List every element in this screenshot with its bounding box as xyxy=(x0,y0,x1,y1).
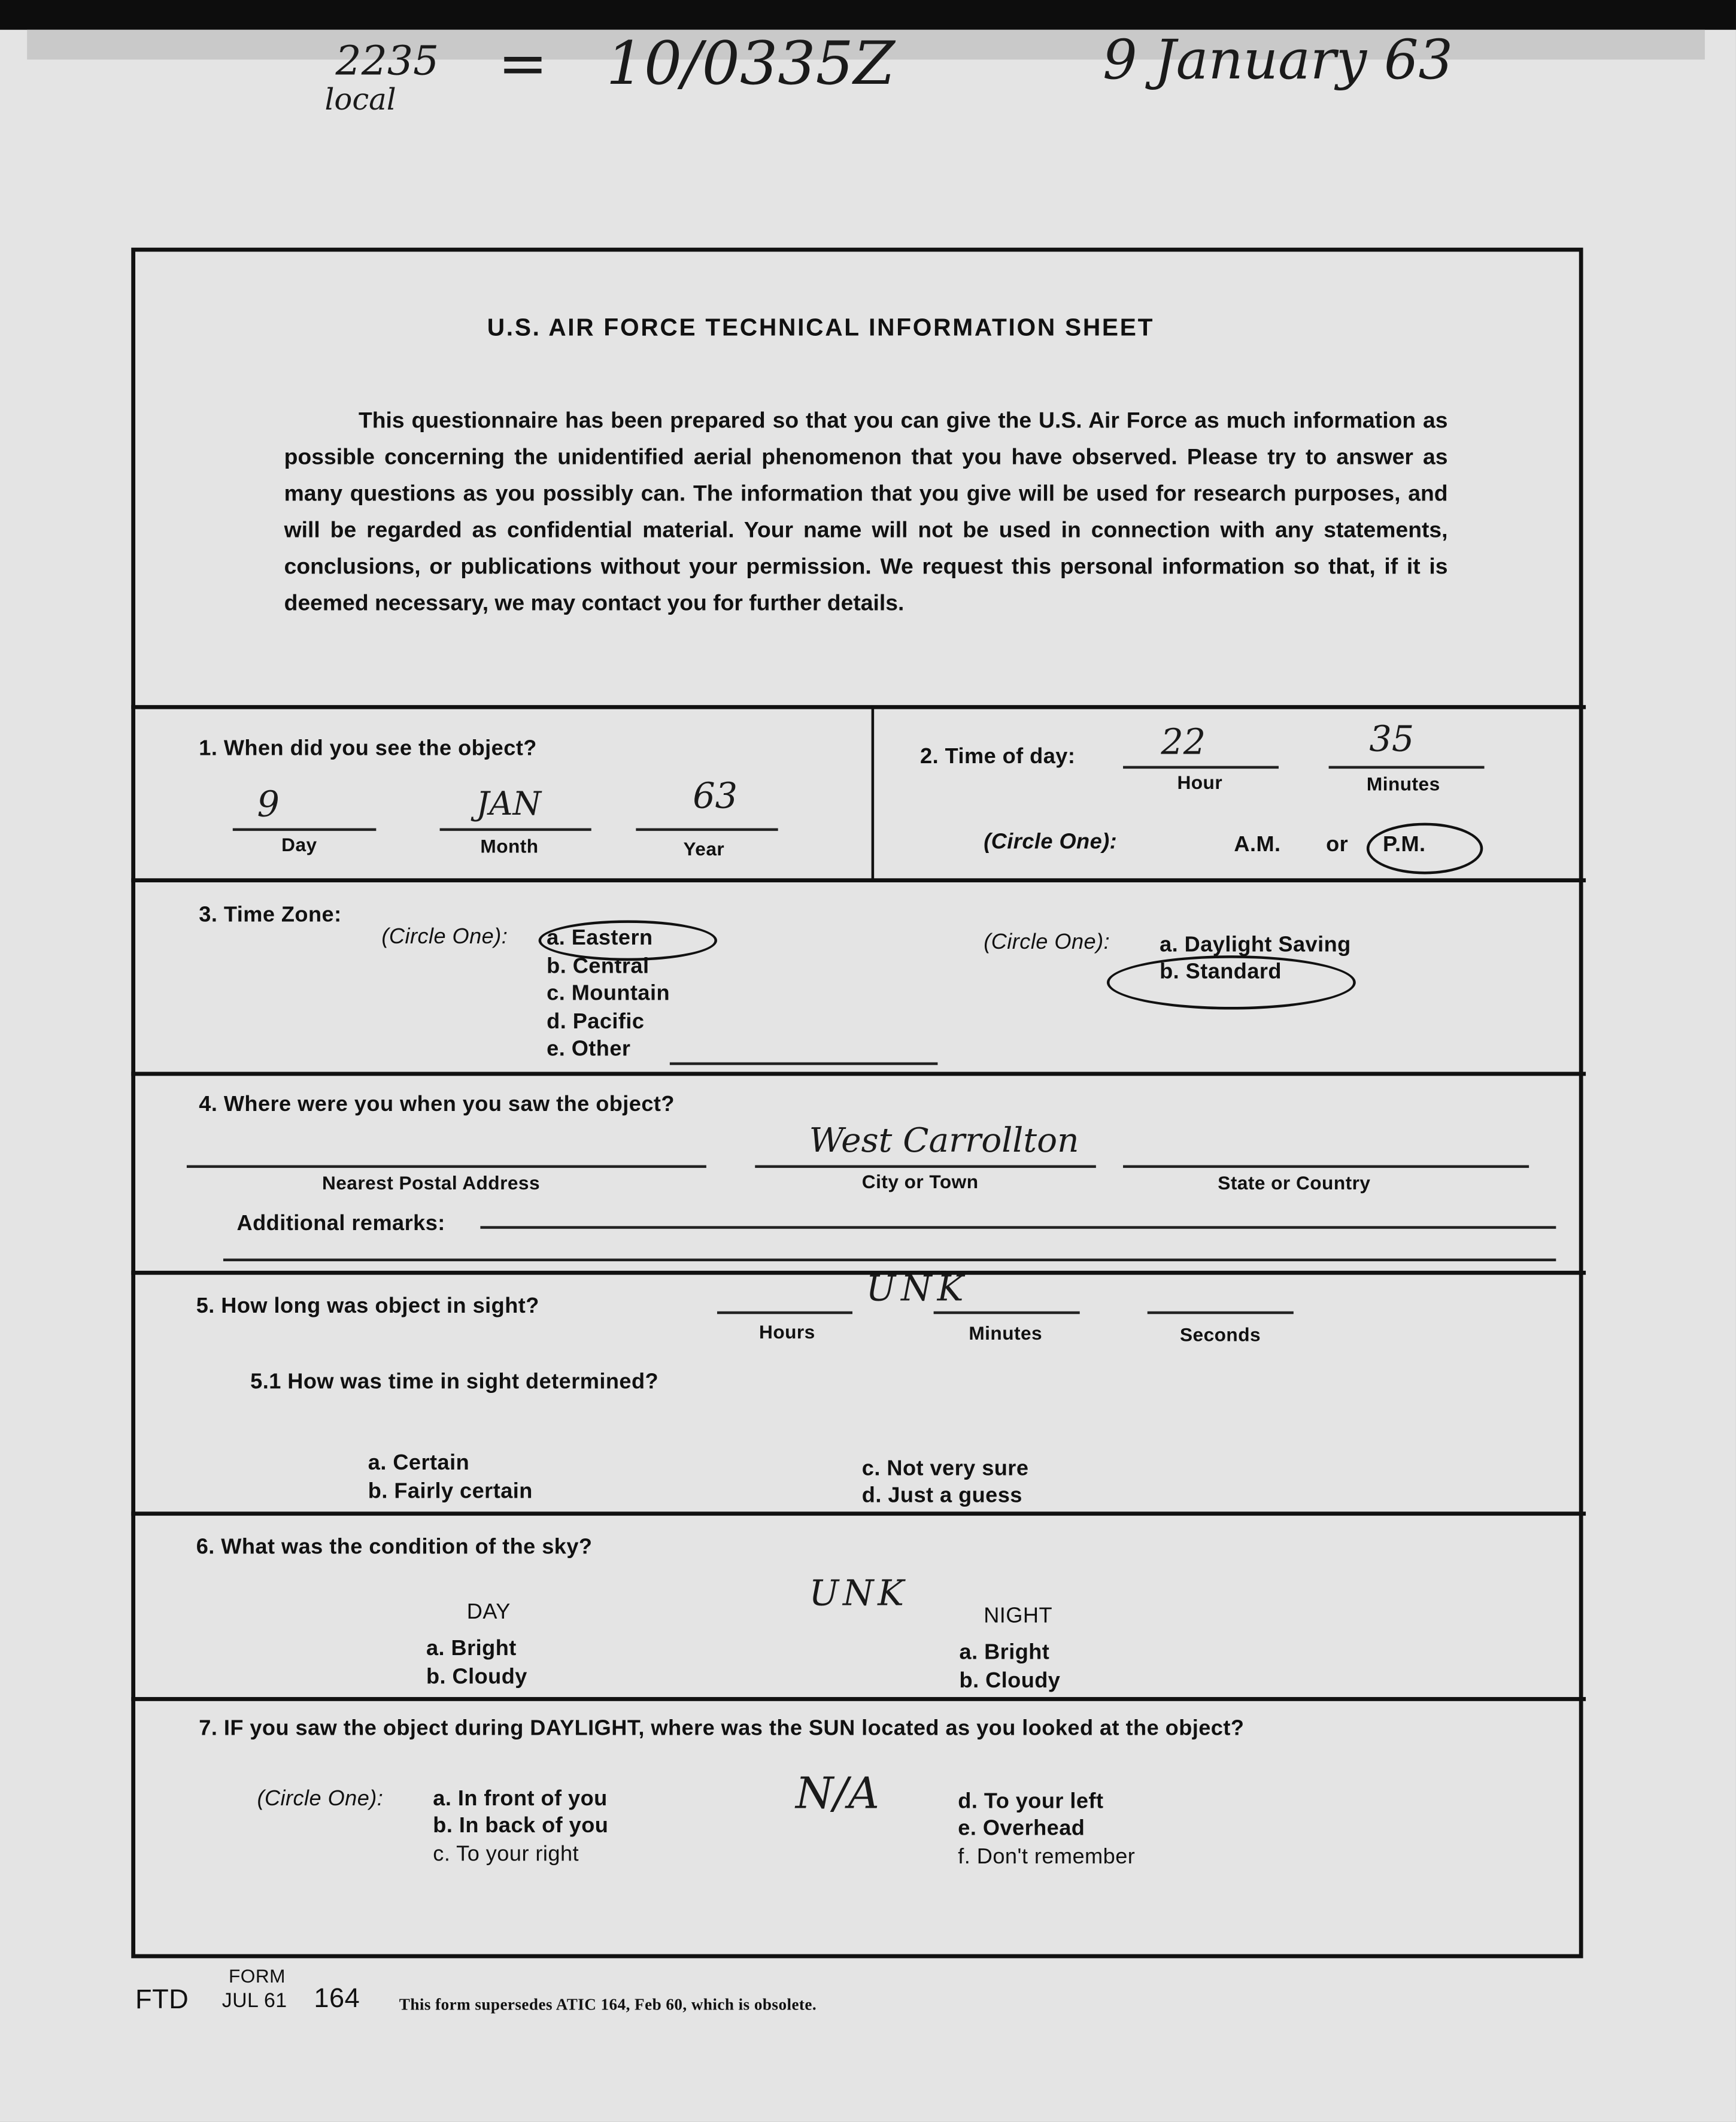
hour-line xyxy=(1123,766,1279,769)
intro-paragraph: This questionnaire has been prepared so that you can give the U.S. Air Force as much information as possible concerning the unidentified aerial phenomenon that you have observed. Please try to answer as many questions as you possibly can. The information that you give will be used for research purposes, and will be regarded as confidential material. Your name will not be used in connection with any statements, conclusions, or publications without your permission. We request this personal information so that, if it is deemed necessary, we may contact you for further details. xyxy=(284,408,1448,616)
q1-label: 1. When did you see the object? xyxy=(199,737,537,761)
seconds-label: Seconds xyxy=(1179,1323,1261,1346)
handwritten-local-time: 2235 xyxy=(335,38,439,86)
hours-line xyxy=(717,1312,852,1315)
seconds-line xyxy=(1148,1312,1294,1315)
handwritten-zulu-time: 10/0335Z xyxy=(606,29,895,99)
sun-option-e[interactable]: e. Overhead xyxy=(958,1817,1085,1841)
other-line xyxy=(670,1062,938,1065)
tz-option-pacific[interactable]: d. Pacific xyxy=(547,1010,645,1034)
dst-option-standard[interactable]: b. Standard xyxy=(1160,961,1282,984)
month-label: Month xyxy=(480,834,539,857)
sun-option-b[interactable]: b. In back of you xyxy=(433,1814,609,1838)
handwritten-local-label: local xyxy=(324,84,396,118)
sun-answer[interactable]: N/A xyxy=(796,1767,879,1819)
q3-circle-one-2: (Circle One): xyxy=(984,931,1110,954)
month-line xyxy=(440,828,591,831)
night-option-bright[interactable]: a. Bright xyxy=(959,1641,1050,1665)
footer-form-number: 164 xyxy=(314,1984,360,2014)
state-line xyxy=(1123,1165,1529,1168)
scan-border xyxy=(0,0,1736,30)
minutes-label: Minutes xyxy=(1366,772,1440,795)
q2-label: 2. Time of day: xyxy=(920,745,1076,769)
q7-label: 7. IF you saw the object during DAYLIGHT, where was the SUN located as you looked at the object? xyxy=(199,1717,1245,1741)
city-label: City or Town xyxy=(861,1170,979,1192)
footer-date: JUL 61 xyxy=(221,1989,287,2012)
pm-option[interactable]: P.M. xyxy=(1383,833,1426,857)
divider xyxy=(131,1697,1586,1701)
remarks-line-2[interactable] xyxy=(223,1259,1556,1262)
standard-circle-mark xyxy=(1107,955,1356,1009)
certainty-option-a[interactable]: a. Certain xyxy=(368,1452,470,1476)
divider xyxy=(131,705,1586,709)
divider xyxy=(131,1511,1586,1516)
hour-label: Hour xyxy=(1177,771,1223,793)
sun-option-a[interactable]: a. In front of you xyxy=(433,1787,608,1811)
minutes-label-q5: Minutes xyxy=(969,1322,1043,1344)
night-heading: NIGHT xyxy=(984,1605,1053,1628)
form-title: U.S. AIR FORCE TECHNICAL INFORMATION SHEET xyxy=(487,314,1155,341)
divider xyxy=(131,1072,1586,1076)
footer-note: This form supersedes ATIC 164, Feb 60, which is obsolete. xyxy=(399,1995,817,2014)
remarks-label: Additional remarks: xyxy=(236,1212,445,1236)
tz-option-mountain[interactable]: c. Mountain xyxy=(547,982,670,1006)
q4-label: 4. Where were you when you saw the object? xyxy=(199,1093,675,1117)
divider xyxy=(131,878,1586,882)
state-label: State or Country xyxy=(1218,1171,1371,1194)
certainty-option-d[interactable]: d. Just a guess xyxy=(861,1485,1022,1508)
city-line xyxy=(755,1165,1096,1168)
day-value[interactable]: 9 xyxy=(257,785,280,826)
hour-value[interactable]: 22 xyxy=(1161,722,1206,764)
city-value[interactable]: West Carrollton xyxy=(809,1120,1079,1160)
or-text: or xyxy=(1326,833,1349,857)
sun-option-f[interactable]: f. Don't remember xyxy=(958,1845,1136,1869)
duration-answer[interactable]: UNK xyxy=(866,1269,969,1310)
day-heading: DAY xyxy=(466,1601,511,1624)
remarks-line-1[interactable] xyxy=(480,1226,1556,1229)
minutes-value[interactable]: 35 xyxy=(1369,720,1415,761)
year-line xyxy=(636,828,778,831)
footer-ftd: FTD xyxy=(135,1985,189,2015)
tz-option-other[interactable]: e. Other xyxy=(547,1038,631,1061)
postal-label: Nearest Postal Address xyxy=(321,1171,541,1194)
night-option-cloudy[interactable]: b. Cloudy xyxy=(959,1669,1061,1693)
q5-label: 5. How long was object in sight? xyxy=(196,1295,539,1319)
q3-circle-one: (Circle One): xyxy=(381,925,508,949)
day-line xyxy=(233,828,377,831)
hours-label: Hours xyxy=(759,1320,815,1343)
tz-option-eastern[interactable]: a. Eastern xyxy=(547,927,653,951)
certainty-option-c[interactable]: c. Not very sure xyxy=(861,1457,1029,1481)
postal-line xyxy=(187,1165,706,1168)
sun-option-d[interactable]: d. To your left xyxy=(958,1790,1104,1814)
year-label: Year xyxy=(683,837,725,860)
day-label: Day xyxy=(281,833,317,855)
sky-answer[interactable]: UNK xyxy=(809,1574,908,1615)
am-option[interactable]: A.M. xyxy=(1234,833,1281,857)
pm-circle-mark xyxy=(1367,823,1483,875)
q2-circle-one: (Circle One): xyxy=(984,831,1118,854)
month-value[interactable]: JAN xyxy=(476,785,542,823)
q3-label: 3. Time Zone: xyxy=(199,904,342,927)
certainty-option-b[interactable]: b. Fairly certain xyxy=(368,1480,533,1504)
day-option-cloudy[interactable]: b. Cloudy xyxy=(426,1666,527,1689)
year-value[interactable]: 63 xyxy=(693,776,738,818)
handwritten-date: 9 January 63 xyxy=(1103,29,1453,92)
day-option-bright[interactable]: a. Bright xyxy=(426,1637,517,1661)
handwritten-equals: = xyxy=(497,29,548,99)
sun-option-c[interactable]: c. To your right xyxy=(433,1843,579,1866)
q7-circle-one: (Circle One): xyxy=(257,1787,384,1811)
divider xyxy=(131,1271,1586,1275)
tz-option-central[interactable]: b. Central xyxy=(547,955,650,979)
dst-option-daylight[interactable]: a. Daylight Saving xyxy=(1160,933,1351,957)
q6-label: 6. What was the condition of the sky? xyxy=(196,1536,593,1559)
q5-1-label: 5.1 How was time in sight determined? xyxy=(250,1371,659,1394)
minutes-line xyxy=(934,1312,1080,1315)
footer-form-label: FORM xyxy=(228,1965,286,1987)
minutes-line xyxy=(1329,766,1485,769)
eastern-circle-mark xyxy=(539,920,717,961)
divider-vertical xyxy=(872,706,875,879)
